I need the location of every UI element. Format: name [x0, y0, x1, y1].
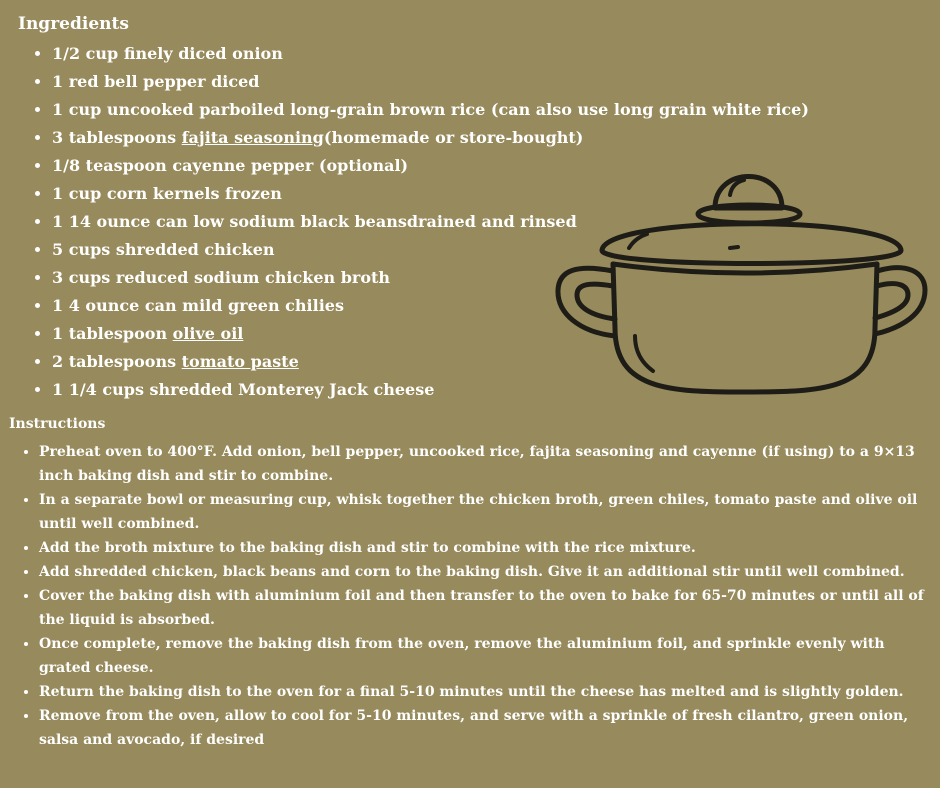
ingredients-heading: Ingredients: [18, 14, 129, 34]
instruction-step: • In a separate bowl or measuring cup, whisk together the chicken broth, green chiles, tomato paste and olive oil until well combined.: [39, 488, 939, 536]
ingredient-text: 1 1/4 cups shredded Monterey Jack cheese: [52, 380, 435, 399]
pot-lid: [602, 224, 901, 264]
instruction-step: • Cover the baking dish with aluminium foil and then transfer to the oven to bake for 65-70 minutes or until all of the liquid is absorbed.: [39, 584, 939, 632]
body-shine: [635, 336, 653, 371]
ingredient-text: 1 red bell pepper diced: [52, 72, 260, 91]
pot-handle-left-inner: [577, 284, 615, 319]
ingredient-text-pre: 1 tablespoon: [52, 324, 173, 343]
olive-oil-link[interactable]: olive oil: [172, 324, 244, 343]
ingredient-item: [52, 70, 809, 98]
ingredient-item: [52, 98, 809, 126]
lid-shine-right: [730, 247, 738, 248]
ingredient-text: 1 cup uncooked parboiled long-grain brown rice (can also use long grain white rice): [52, 100, 809, 119]
ingredient-text: 5 cups shredded chicken: [52, 240, 275, 259]
pot-handle-left: [558, 268, 615, 336]
instruction-step: • Add shredded chicken, black beans and corn to the baking dish. Give it an additional stir until well combined.: [39, 560, 939, 584]
pot-handle-right: [875, 268, 925, 334]
ingredient-text: 1 14 ounce can low sodium black beansdrained and rinsed: [52, 212, 577, 231]
instruction-step: • Preheat oven to 400°F. Add onion, bell pepper, uncooked rice, fajita seasoning and cayenne (if using) to a 9×13 inch baking dish and stir to combine.: [39, 440, 939, 488]
instruction-step: • Once complete, remove the baking dish from the oven, remove the aluminium foil, and sprinkle evenly with grated cheese.: [39, 632, 939, 680]
ingredient-text: 1 4 ounce can mild green chilies: [52, 296, 344, 315]
instructions-heading: Instructions: [9, 416, 106, 432]
ingredient-item: [52, 42, 809, 70]
ingredient-text: 1 cup corn kernels frozen: [52, 184, 282, 203]
ingredient-item: [52, 126, 809, 154]
ingredient-text-pre: 3 tablespoons: [52, 128, 182, 147]
instruction-step: • Return the baking dish to the oven for a final 5-10 minutes until the cheese has melted and is slightly golden.: [39, 680, 939, 704]
instruction-step: • Add the broth mixture to the baking dish and stir to combine with the rice mixture.: [39, 536, 939, 560]
ingredient-text: 3 cups reduced sodium chicken broth: [52, 268, 391, 287]
tomato-paste-link[interactable]: tomato paste: [181, 352, 299, 371]
fajita-seasoning-link[interactable]: fajita seasoning: [181, 128, 324, 147]
instructions-list: [21, 440, 939, 752]
ingredient-text: 1/8 teaspoon cayenne pepper (optional): [52, 156, 409, 175]
ingredient-text-post: (homemade or store-bought): [323, 128, 584, 147]
pot-handle-right-inner: [875, 284, 908, 318]
instruction-step: • Remove from the oven, allow to cool for 5-10 minutes, and serve with a sprinkle of fresh cilantro, green onion, salsa and avocado, if desired: [39, 704, 939, 752]
ingredient-text-pre: 2 tablespoons: [52, 352, 182, 371]
cooking-pot-icon: [555, 168, 930, 398]
ingredient-text: 1/2 cup finely diced onion: [52, 44, 283, 63]
